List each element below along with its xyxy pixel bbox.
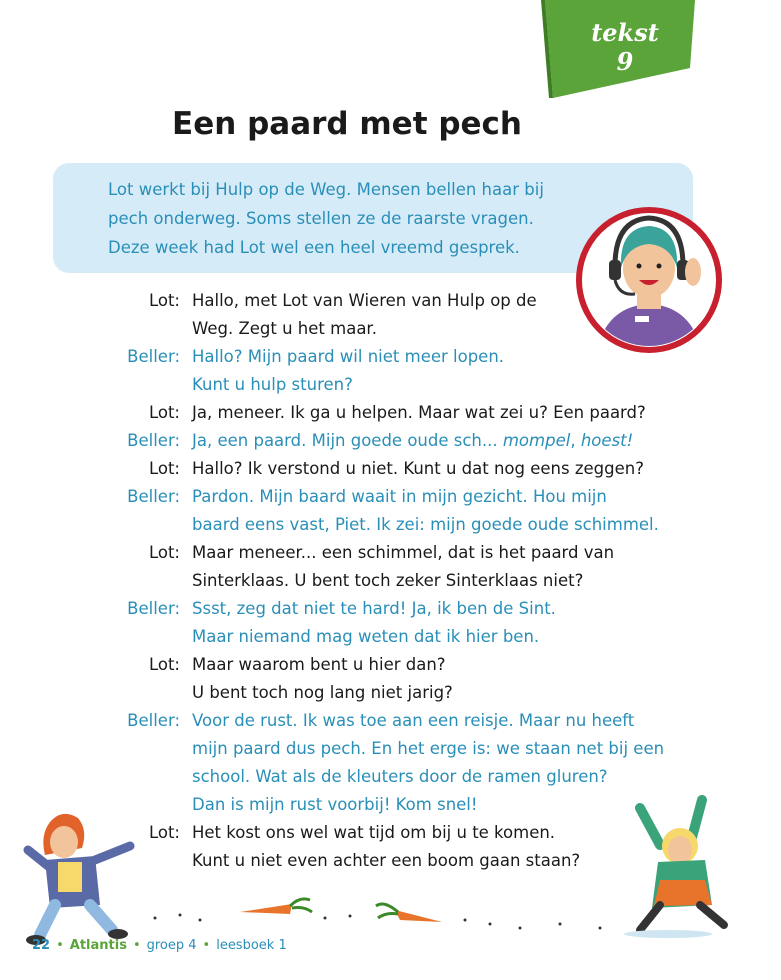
speaker-label: Lot: [148, 543, 180, 562]
book-brand: Atlantis [69, 938, 127, 953]
speech-line: Ja, meneer. Ik ga u helpen. Maar wat zei u? Een paard? [192, 403, 646, 422]
speaker-label: Beller: [127, 711, 180, 730]
speaker-label: Beller: [127, 431, 180, 450]
speech-line: Dan is mijn rust voorbij! Kom snel! [192, 795, 478, 814]
book-label: leesboek 1 [216, 938, 287, 953]
running-boy-illustration [26, 814, 130, 945]
speech-line: Maar niemand mag weten dat ik hier ben. [192, 627, 540, 646]
tab-label: tekst 9 [591, 18, 659, 76]
separator-dot: • [56, 938, 64, 953]
speech-italic: mompel [502, 431, 571, 450]
speaker-label: Beller: [127, 487, 180, 506]
intro-line: Deze week had Lot wel een heel vreemd gesprek. [108, 238, 520, 257]
carrot-icon [240, 899, 312, 914]
speaker-label: Lot: [148, 459, 180, 478]
separator-dot: • [132, 938, 141, 953]
intro-line: Lot werkt bij Hulp op de Weg. Mensen bellen haar bij [108, 180, 544, 199]
speech-line: Ssst, zeg dat niet te hard! Ja, ik ben de Sint. [192, 599, 556, 618]
speech-line: Hallo? Ik verstond u niet. Kunt u dat nog eens zeggen? [192, 459, 644, 478]
speech-line: Maar meneer... een schimmel, dat is het paard van [192, 543, 615, 562]
intro-line: pech onderweg. Soms stellen ze de raarste vragen. [108, 209, 534, 228]
speech-segment: , [570, 431, 581, 450]
speech-line: Het kost ons wel wat tijd om bij u te komen. [192, 823, 556, 842]
speech-line: Pardon. Mijn baard waait in mijn gezicht. Hou mijn [192, 487, 607, 506]
speech-line: U bent toch nog lang niet jarig? [192, 683, 453, 702]
speech-line: Kunt u hulp sturen? [192, 375, 353, 394]
speech-line: Sinterklaas. U bent toch zeker Sinterklaas niet? [192, 571, 584, 590]
group-label: groep 4 [146, 938, 197, 953]
separator-dot: • [202, 938, 211, 953]
page-footer [32, 938, 287, 953]
speech-segment: Ja, een paard. Mijn goede oude sch... [192, 431, 503, 450]
jumping-girl-illustration [624, 800, 724, 938]
speaker-label: Lot: [148, 291, 180, 310]
speech-line: Maar waarom bent u hier dan? [192, 655, 446, 674]
speaker-label: Lot: [148, 655, 180, 674]
carrot-icon [376, 904, 442, 922]
speech-italic: hoest! [580, 431, 634, 450]
speech-line: mijn paard dus pech. En het erge is: we staan net bij een [192, 739, 665, 758]
speech-line: school. Wat als de kleuters door de ramen gluren? [192, 767, 608, 786]
speech-line: Weg. Zegt u het maar. [192, 319, 377, 338]
speaker-label: Beller: [127, 347, 180, 366]
speech-line: baard eens vast, Piet. Ik zei: mijn goede oude schimmel. [192, 515, 659, 534]
speaker-label: Beller: [127, 599, 180, 618]
speech-line: Hallo, met Lot van Wieren van Hulp op de [192, 291, 537, 310]
speaker-label: Lot: [148, 403, 180, 422]
speaker-label: Lot: [148, 823, 180, 842]
page-number: 22 [32, 938, 51, 953]
speech-line: Voor de rust. Ik was toe aan een reisje. Maar nu heeft [192, 711, 635, 730]
speech-line: Kunt u niet even achter een boom gaan staan? [192, 851, 581, 870]
page-title: Een paard met pech [172, 106, 522, 142]
speech-line: Hallo? Mijn paard wil niet meer lopen. [192, 347, 505, 366]
